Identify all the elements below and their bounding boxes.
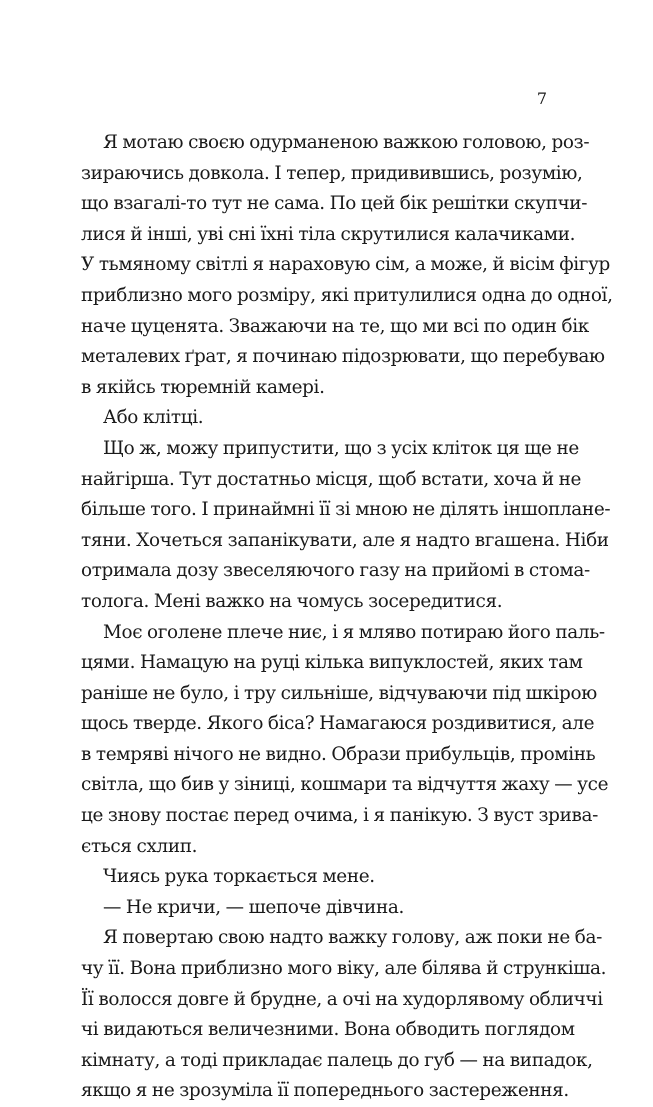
text-line: Я повертаю свою надто важку голову, аж поки не ба- xyxy=(103,927,602,949)
text-line: У тьмяному світлі я нараховую сім, а може, й вісім фігур xyxy=(81,254,610,276)
page-number: 7 xyxy=(536,89,547,108)
text-line: металевих ґрат, я починаю підозрювати, що перебуваю xyxy=(81,346,605,368)
text-line: Її волосся довге й брудне, а очі на худорлявому обличчі xyxy=(81,988,603,1010)
text-line: тяни. Хочеться запанікувати, але я надто вгашена. Ніби xyxy=(81,529,609,551)
text-line: приблизно мого розміру, які притулилися одна до одної, xyxy=(81,284,613,306)
text-line: що взагалі-то тут не сама. По цей бік решітки скупчи- xyxy=(81,193,588,215)
text-line: отримала дозу звеселяючого газу на прийомі в стома- xyxy=(81,560,590,582)
text-line: більше того. І принаймні її зі мною не ділять іншопланe- xyxy=(81,499,611,521)
text-line: кімнату, а тоді прикладає палець до губ — на випадок, xyxy=(81,1049,593,1071)
text-line: лися й інші, уві сні їхні тіла скрутилися калачиками. xyxy=(81,223,576,245)
text-line: зираючись довкола. І тепер, придивившись, розумію, xyxy=(81,162,583,184)
text-line: в якійсь тюремній камері. xyxy=(81,376,325,398)
text-line: щось тверде. Якого біса? Намагаюся роздивитися, але xyxy=(81,713,595,735)
text-line: ється схлип. xyxy=(81,835,198,857)
text-line: чу її. Вона приблизно мого віку, але білява й стрункіша. xyxy=(81,958,607,980)
text-line: якщо я не зрозуміла її попереднього застереження. xyxy=(81,1080,569,1102)
text-line: толога. Мені важко на чомусь зосередитися. xyxy=(81,590,503,612)
text-line: Або клітці. xyxy=(103,407,204,429)
text-line: Чиясь рука торкається мене. xyxy=(103,866,375,888)
text-line: найгірша. Тут достатньо місця, щоб встати, хоча й не xyxy=(81,468,582,490)
text-line: Що ж, можу припустити, що з усіх кліток ця ще не xyxy=(103,437,579,459)
text-line: — Не кричи, — шепоче дівчина. xyxy=(103,896,404,918)
text-line: Я мотаю своєю одурманеною важкою головою, роз- xyxy=(103,132,590,153)
text-line: це знову постає перед очима, і я панікую. З вуст зрива- xyxy=(81,805,598,827)
text-line: наче цуценята. Зважаючи на те, що ми всі по один бік xyxy=(81,315,589,337)
text-line: в темряві нічого не видно. Образи прибульців, промінь xyxy=(81,743,596,765)
body-text xyxy=(81,128,613,1107)
text-line: раніше не було, і тру сильніше, відчуваючи під шкірою xyxy=(81,682,597,704)
text-line: Моє оголене плече ниє, і я мляво потираю його паль- xyxy=(103,621,605,643)
text-line: чі видаються величезними. Вона обводить поглядом xyxy=(81,1019,575,1041)
text-line: світла, що бив у зіниці, кошмари та відчуття жаху — усе xyxy=(81,774,609,796)
text-line: цями. Намацую на руці кілька випуклостей, яких там xyxy=(81,652,583,674)
